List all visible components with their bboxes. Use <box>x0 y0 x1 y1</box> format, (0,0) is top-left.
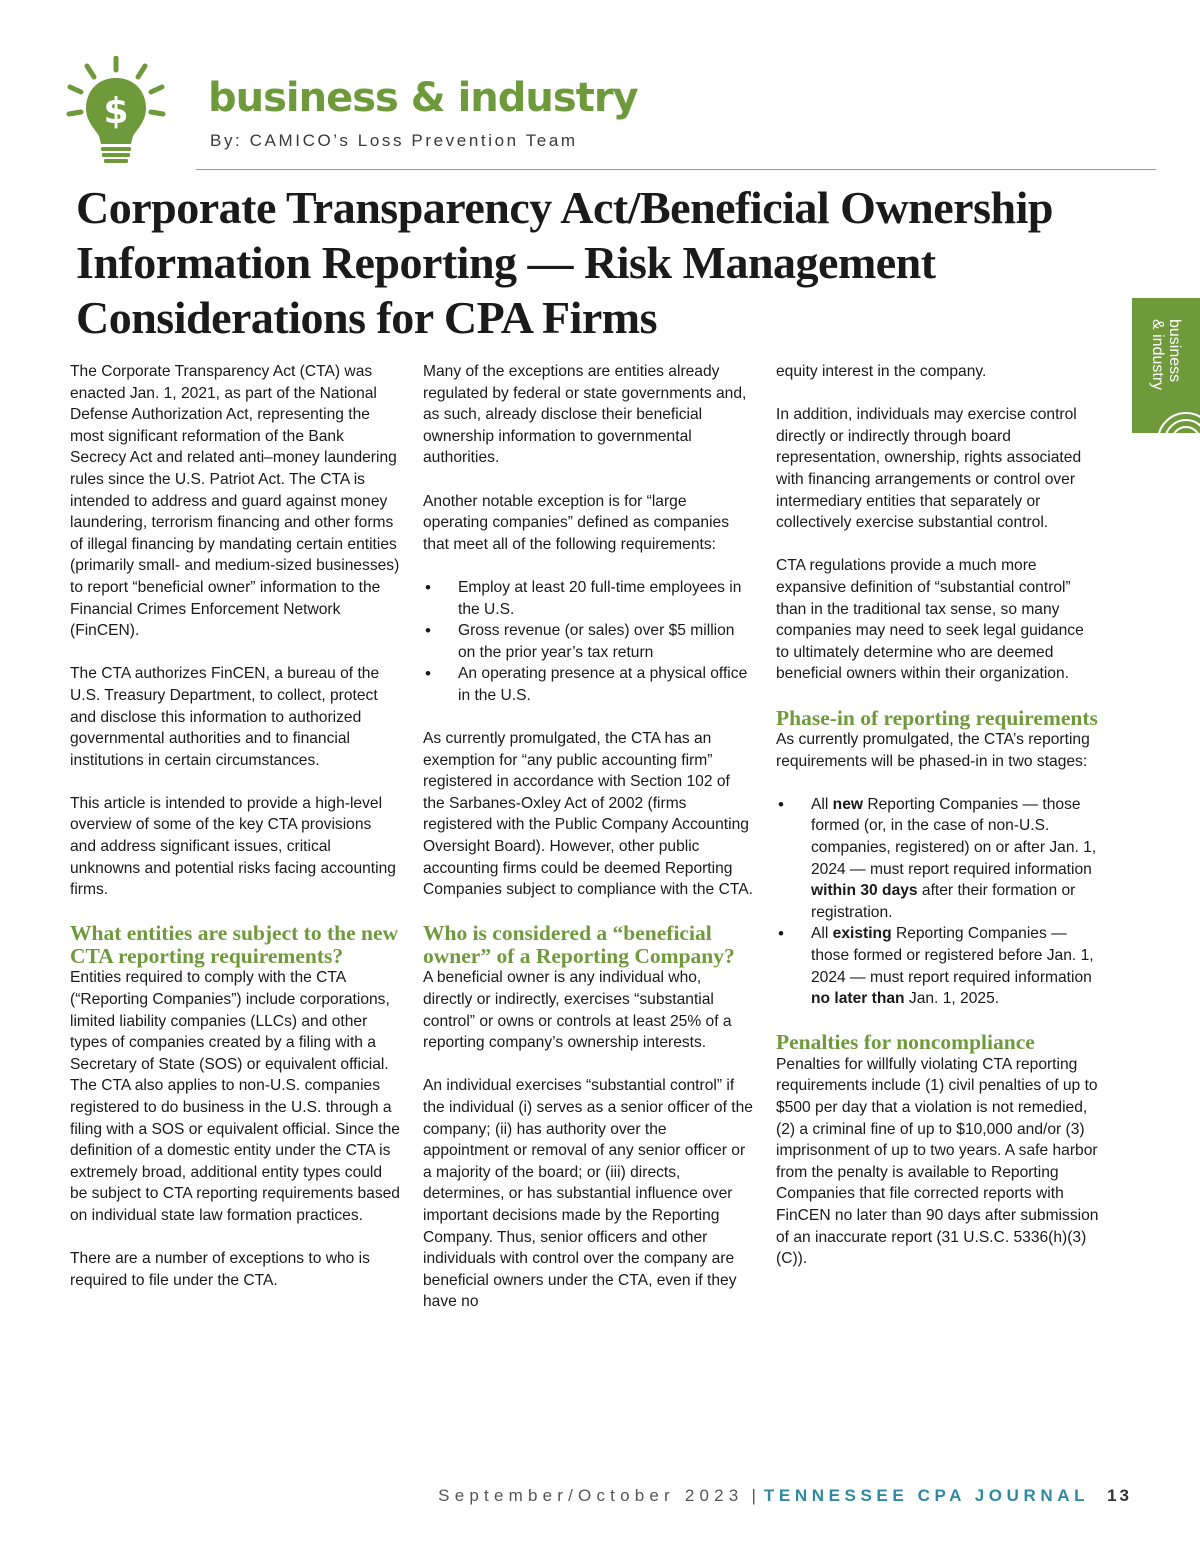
svg-text:$: $ <box>103 91 129 132</box>
paragraph: As currently promulgated, the CTA’s reporting requirements will be phased-in in two stages: <box>776 731 1090 770</box>
byline: By: CAMICO’s Loss Prevention Team <box>210 131 578 150</box>
page-footer <box>438 1484 1132 1508</box>
subheading: Penalties for noncompliance <box>776 1030 1035 1055</box>
paragraph: There are a number of exceptions to who is required to file under the CTA. <box>70 1250 370 1289</box>
column-2 <box>423 361 753 1335</box>
footer-separator: | <box>751 1486 756 1505</box>
title-line: Information Reporting — Risk Management <box>76 237 936 288</box>
paragraph: An individual exercises “substantial control” if the individual (i) serves as a senior officer of the company; (ii) has authority over the appointment or removal of any senior officer or a majority of the board; or (iii) directs, determines, or has substantial influence over important decisions made by the Reporting Company. Thus, senior officers and other individuals with control over the company are beneficial owners under the CTA, even if they have no <box>423 1077 753 1311</box>
journal-name: TENNESSEE CPA JOURNAL <box>763 1486 1090 1505</box>
paragraph: In addition, individuals may exercise control directly or indirectly through board representation, ownership, rights associated with financing arrangements or control over intermediary entities that separately or collectively exercise substantial control. <box>776 406 1082 532</box>
bullet-list <box>776 794 1101 1010</box>
page-number: 13 <box>1107 1486 1132 1505</box>
list-item: • An operating presence at a physical office in the U.S. <box>423 663 753 706</box>
paragraph: equity interest in the company. <box>776 363 987 380</box>
title-line: Corporate Transparency Act/Beneficial Ownership <box>76 182 1053 233</box>
paragraph: This article is intended to provide a high-level overview of some of the key CTA provisions and address significant issues, critical unknowns and potential risks facing accounting firms. <box>70 794 396 899</box>
article-title <box>76 180 1076 345</box>
list-item: • Gross revenue (or sales) over $5 million on the prior year’s tax return <box>423 620 753 663</box>
list-item: • All existing Reporting Companies — those formed or registered before Jan. 1, 2024 — must report required information no later than Jan. 1, 2025. <box>776 923 1101 1009</box>
subheading: Who is considered a “beneficial owner” of a Reporting Company? <box>423 921 735 968</box>
paragraph: Penalties for willfully violating CTA reporting requirements include (1) civil penalties of up to $500 per day that a violation is not remedied, (2) a criminal fine of up to $10,000 and/or (3) imprisonment of up to two years. A safe harbor from the penalty is available to Reporting Companies that file corrected reports with FinCEN no later than 90 days after submission of an inaccurate report (31 U.S.C. 5336(h)(3)(C)). <box>776 1055 1099 1268</box>
list-item: • All new Reporting Companies — those formed (or, in the case of non-U.S. companies, registered) on or after Jan. 1, 2024 — must report required information within 30 days after their formation or registration. <box>776 794 1101 924</box>
swirl-decoration-icon <box>1146 401 1200 433</box>
paragraph: CTA regulations provide a much more expansive definition of “substantial control” than in the traditional tax sense, so many companies may need to seek legal guidance to ultimately determine who are deemed beneficial owners within their organization. <box>776 557 1084 683</box>
column-1 <box>70 361 400 1313</box>
paragraph: As currently promulgated, the CTA has an exemption for “any public accounting firm” registered in accordance with Section 102 of the Sarbanes-Oxley Act of 2002 (firms registered with the Public Company Accounting Oversight Board). However, other public accounting firms could be deemed Reporting Companies subject to compliance with the CTA. <box>423 730 753 899</box>
side-tab-label: business & industry <box>1149 319 1183 391</box>
column-3 <box>776 361 1101 1270</box>
paragraph: Many of the exceptions are entities already regulated by federal or state governments and, as such, already disclose their beneficial ownership information to governmental authorities. <box>423 363 747 467</box>
paragraph: The CTA authorizes FinCEN, a bureau of the U.S. Treasury Department, to collect, protect and disclose this information to authorized governmental authorities and to financial institutions in certain circumstances. <box>70 665 380 769</box>
list-item: • Employ at least 20 full-time employees in the U.S. <box>423 577 753 620</box>
paragraph: Entities required to comply with the CTA (“Reporting Companies”) include corporations, limited liability companies (LLCs) and other types of companies created by a filing with a Secretary of State (SOS) or equivalent official. The CTA also applies to non-U.S. companies registered to do business in the U.S. through a filing with a SOS or equivalent official. Since the definition of a domestic entity under the CTA is extremely broad, additional entity types could be subject to CTA reporting requirements based on individual state law formation practices. <box>70 969 400 1224</box>
bullet-list <box>423 577 753 707</box>
paragraph: Another notable exception is for “large operating companies” defined as companies that meet all of the following requirements: <box>423 492 729 553</box>
issue-date: September/October 2023 <box>438 1486 744 1505</box>
title-line: Considerations for CPA Firms <box>76 292 657 343</box>
header-divider <box>196 169 1156 170</box>
paragraph: A beneficial owner is any individual who, directly or indirectly, exercises “substantial control” or owns or controls at least 25% of a reporting company’s ownership interests. <box>423 969 732 1052</box>
paragraph: The Corporate Transparency Act (CTA) was enacted Jan. 1, 2021, as part of the National Defense Authorization Act, representing the most significant reformation of the Bank Secrecy Act and related anti–money laundering rules since the U.S. Patriot Act. The CTA is intended to address and guard against money laundering, terrorism financing and other forms of illegal financing by mandating certain entities (primarily small- and medium-sized businesses) to report “beneficial owner” information to the Financial Crimes Enforcement Network (FinCEN). <box>70 363 400 640</box>
section-side-tab <box>1132 298 1200 433</box>
lightbulb-dollar-icon <box>66 56 166 168</box>
subheading: What entities are subject to the new CTA reporting requirements? <box>70 921 399 968</box>
subheading: Phase-in of reporting requirements <box>776 705 1098 730</box>
section-title: business & industry <box>208 75 638 121</box>
